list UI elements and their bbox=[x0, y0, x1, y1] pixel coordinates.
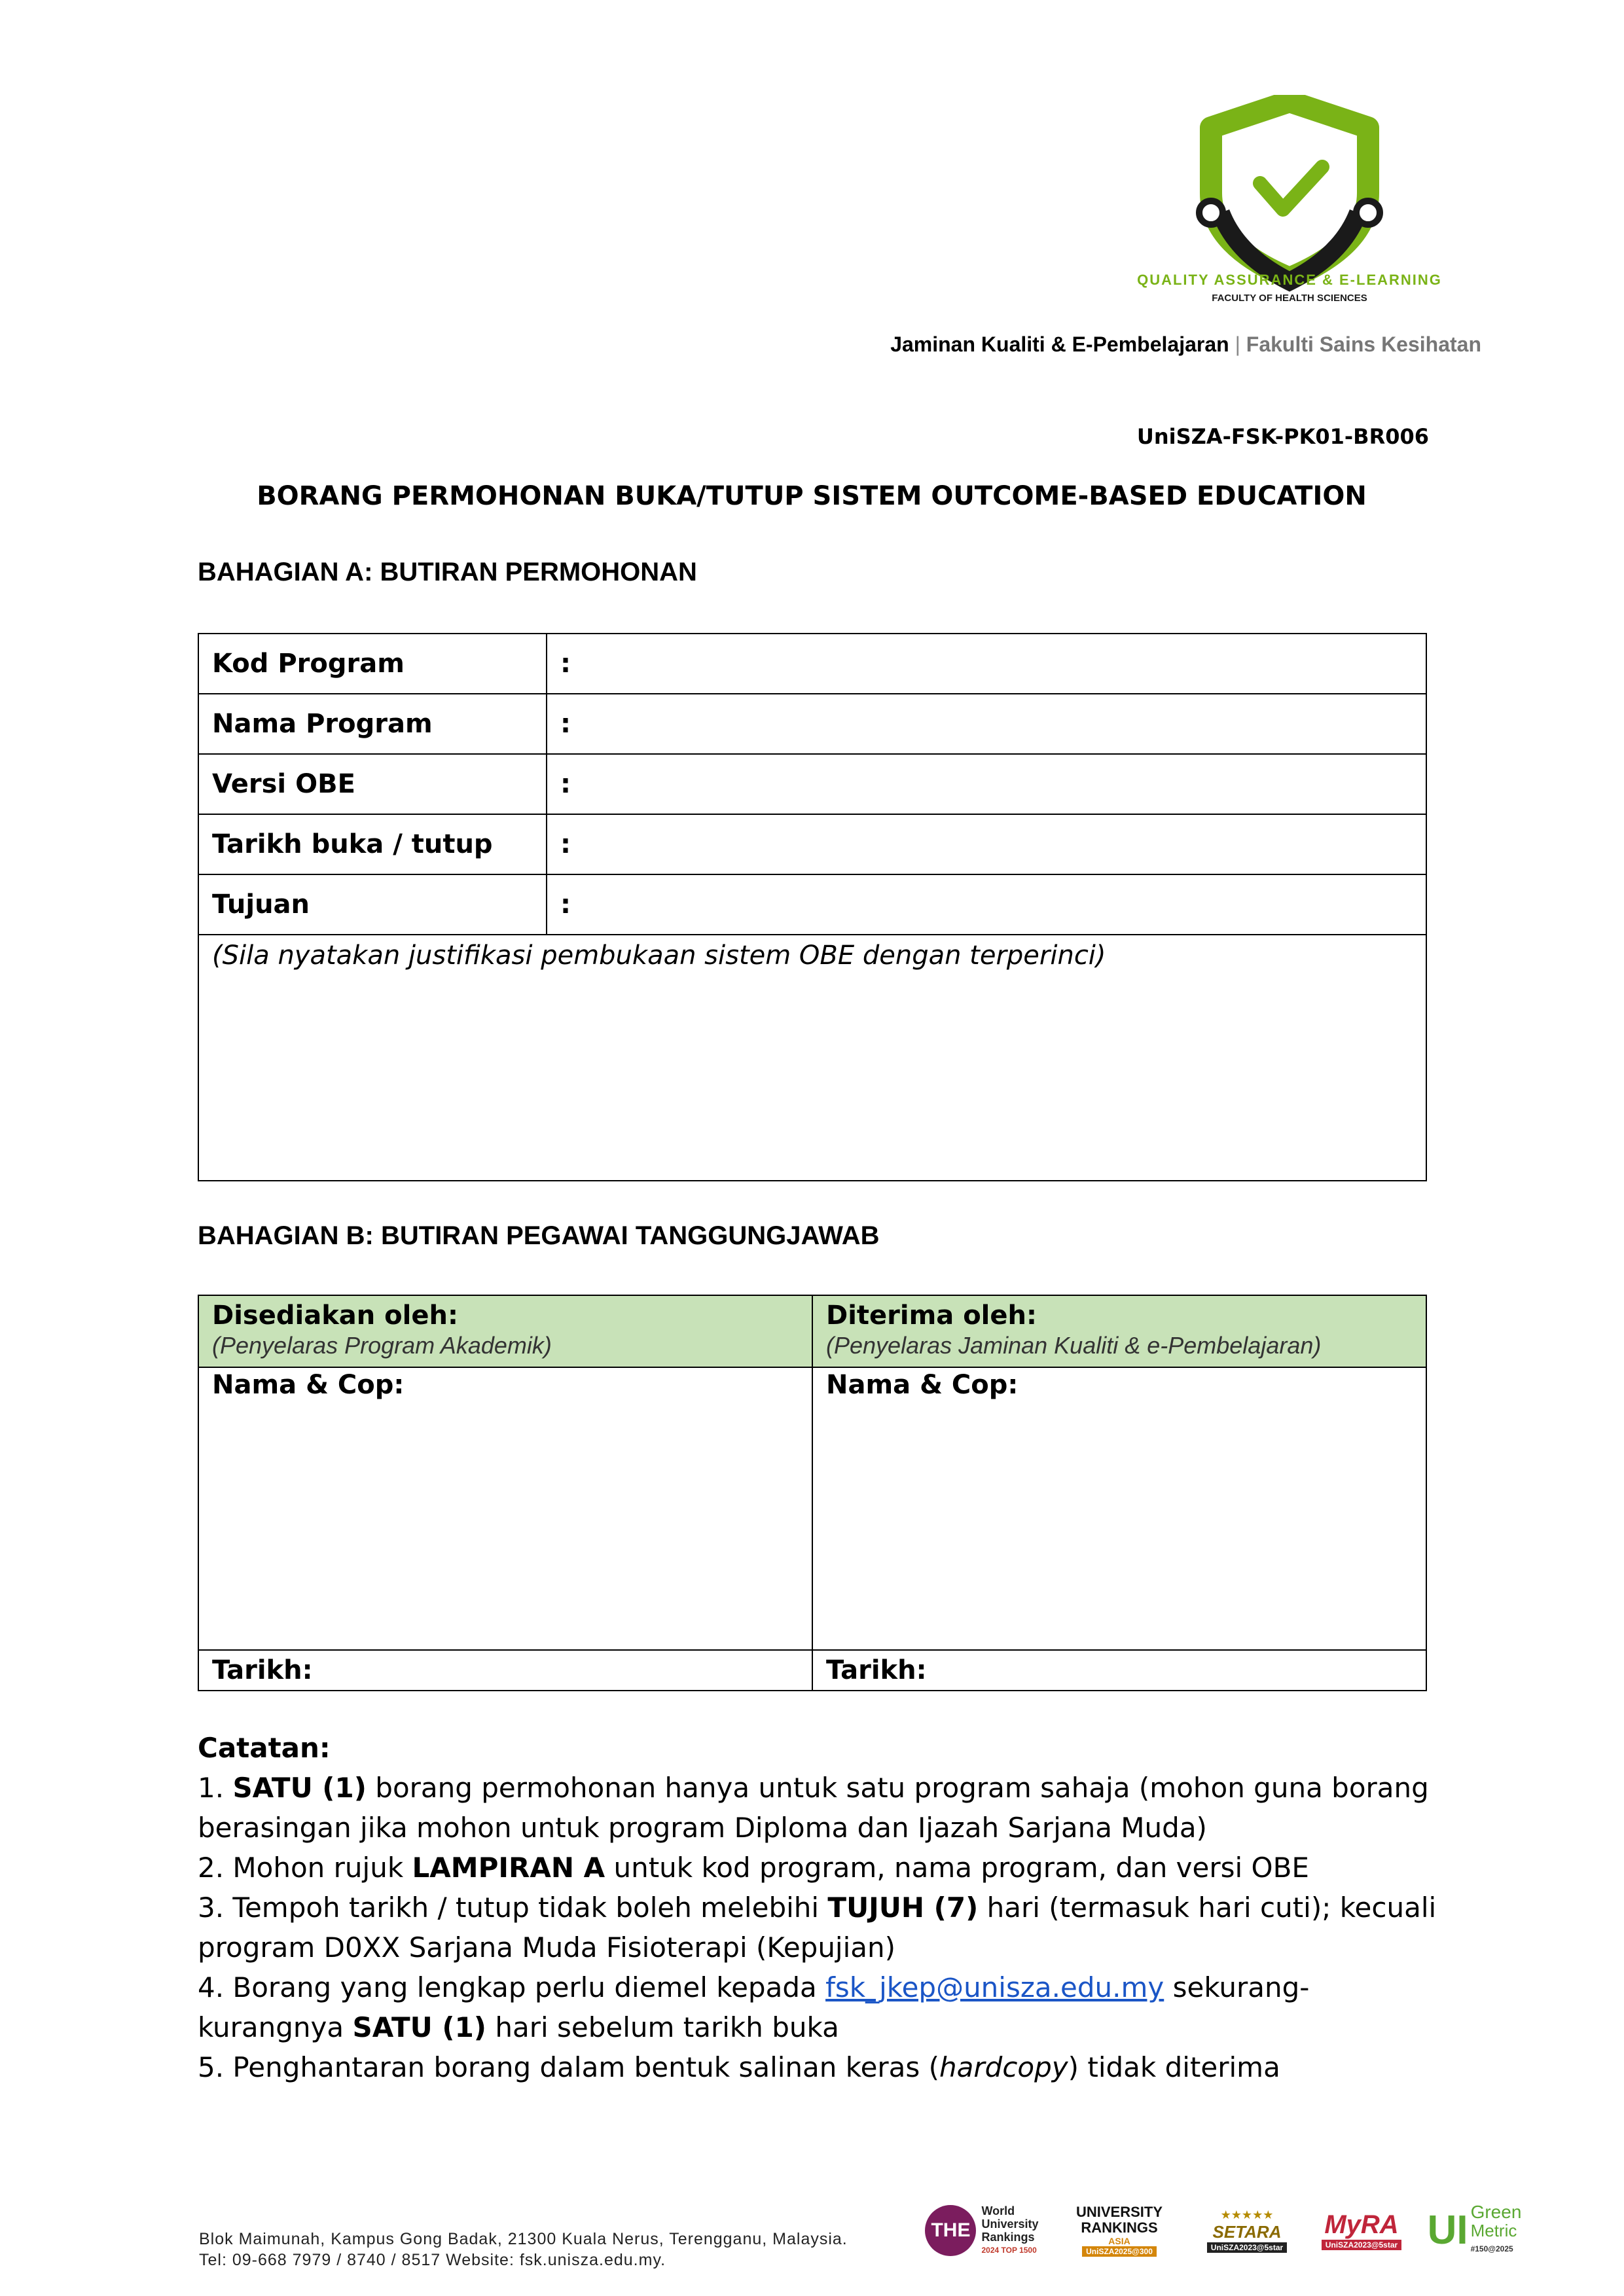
logo-text-faculty: FACULTY OF HEALTH SCIENCES bbox=[1212, 293, 1367, 304]
field-colon: : bbox=[560, 709, 571, 739]
note-1: 1. SATU (1) borang permohonan hanya untuk satu program sahaja (mohon guna borang berasingan jika mohon untuk program Diploma dan Ijazah Sarjana Muda) bbox=[198, 1772, 1429, 1844]
form-title: BORANG PERMOHONAN BUKA/TUTUP SISTEM OUTCOME-BASED EDUCATION bbox=[257, 481, 1367, 511]
received-by-name-stamp-field[interactable] bbox=[812, 1367, 1426, 1650]
setara-badge: ★★★★★ SETARA UniSZA2023@5star bbox=[1191, 2186, 1303, 2274]
field-label-tarikh: Tarikh buka / tutup bbox=[198, 814, 547, 874]
note-2: 2. Mohon rujuk LAMPIRAN A untuk kod program, nama program, dan versi OBE bbox=[198, 1852, 1309, 1884]
header-tagline bbox=[890, 332, 1481, 357]
prepared-by-title: Disediakan oleh: bbox=[212, 1300, 458, 1331]
logo-text-qa: QUALITY ASSURANCE & E-LEARNING bbox=[1137, 272, 1442, 288]
table-row bbox=[198, 814, 1426, 874]
notes-heading: Catatan: bbox=[198, 1732, 331, 1764]
field-label-versi-obe: Versi OBE bbox=[198, 754, 547, 814]
table-row bbox=[198, 754, 1426, 814]
table-row bbox=[198, 1295, 1426, 1367]
stars-icon: ★★★★★ bbox=[1220, 2208, 1274, 2221]
footer-address bbox=[199, 2229, 848, 2270]
tagline-separator: | bbox=[1235, 332, 1240, 356]
document-id: UniSZA-FSK-PK01-BR006 bbox=[1136, 424, 1429, 449]
footer-address-line: Blok Maimunah, Kampus Gong Badak, 21300 Kuala Nerus, Terengganu, Malaysia. bbox=[199, 2230, 848, 2248]
table-row bbox=[198, 1650, 1426, 1691]
received-by-title: Diterima oleh: bbox=[826, 1300, 1037, 1331]
field-input-kod-program[interactable] bbox=[547, 634, 1426, 694]
tagline-unit: Jaminan Kualiti & E-Pembelajaran bbox=[890, 332, 1229, 356]
email-link[interactable]: fsk_jkep@unisza.edu.my bbox=[825, 1971, 1164, 2003]
section-b-table bbox=[198, 1295, 1427, 1691]
note-4: 4. Borang yang lengkap perlu diemel kepada fsk_jkep@unisza.edu.my sekurang-kurangnya SATU (1) hari sebelum tarikh buka bbox=[198, 1971, 1310, 2043]
field-label-tujuan: Tujuan bbox=[198, 874, 547, 935]
circuit-node-right bbox=[1356, 201, 1380, 224]
received-by-date-field[interactable] bbox=[812, 1650, 1426, 1691]
prepared-by-role: (Penyelaras Program Akademik) bbox=[212, 1332, 552, 1359]
field-label-nama-program: Nama Program bbox=[198, 694, 547, 754]
ui-greenmetric-badge: UI Green Metric #150@2025 bbox=[1427, 2201, 1522, 2253]
note-3: 3. Tempoh tarikh / tutup tidak boleh melebihi TUJUH (7) hari (termasuk hari cuti); kecuali program D0XX Sarjana Muda Fisioterapi (Kepujian) bbox=[198, 1892, 1437, 1964]
table-row bbox=[198, 634, 1426, 694]
name-stamp-label: Nama & Cop: bbox=[212, 1370, 405, 1400]
field-input-versi-obe[interactable] bbox=[547, 754, 1426, 814]
justification-hint: (Sila nyatakan justifikasi pembukaan sistem OBE dengan terperinci) bbox=[212, 941, 1106, 971]
prepared-by-header bbox=[198, 1295, 812, 1367]
justification-textarea[interactable] bbox=[198, 935, 1426, 1181]
section-a-table bbox=[198, 633, 1427, 1181]
table-row bbox=[198, 935, 1426, 1181]
section-b-heading: BAHAGIAN B: BUTIRAN PEGAWAI TANGGUNGJAWAB bbox=[198, 1221, 880, 1250]
qs-ranking-badge: UNIVERSITY RANKINGS ASIA UniSZA2025@300 bbox=[1075, 2203, 1163, 2256]
footer-contact-line: Tel: 09-668 7979 / 8740 / 8517 Website: fsk.unisza.edu.my. bbox=[199, 2251, 666, 2269]
notes-section bbox=[198, 1728, 1441, 2087]
note-5: 5. Penghantaran borang dalam bentuk salinan keras (hardcopy) tidak diterima bbox=[198, 2051, 1280, 2083]
the-ranking-badge: THE World University Rankings 2024 TOP 1500 bbox=[916, 2186, 1047, 2274]
section-a-heading: BAHAGIAN A: BUTIRAN PERMOHONAN bbox=[198, 558, 697, 586]
table-row bbox=[198, 1367, 1426, 1650]
date-label: Tarikh: bbox=[212, 1655, 313, 1685]
name-stamp-label: Nama & Cop: bbox=[826, 1370, 1019, 1400]
prepared-by-name-stamp-field[interactable] bbox=[198, 1367, 812, 1650]
field-input-tarikh[interactable] bbox=[547, 814, 1426, 874]
field-input-nama-program[interactable] bbox=[547, 694, 1426, 754]
date-label: Tarikh: bbox=[826, 1655, 927, 1685]
field-colon: : bbox=[560, 889, 571, 920]
checkmark-icon bbox=[1260, 167, 1322, 209]
received-by-role: (Penyelaras Jaminan Kualiti & e-Pembelajaran) bbox=[826, 1332, 1322, 1359]
table-row bbox=[198, 874, 1426, 935]
table-row bbox=[198, 694, 1426, 754]
prepared-by-date-field[interactable] bbox=[198, 1650, 812, 1691]
myra-badge: MyRA UniSZA2023@5star bbox=[1312, 2186, 1411, 2274]
field-colon: : bbox=[560, 769, 571, 799]
received-by-header bbox=[812, 1295, 1426, 1367]
the-logo-icon: THE bbox=[925, 2205, 976, 2256]
tagline-faculty: Fakulti Sains Kesihatan bbox=[1246, 332, 1481, 356]
field-input-tujuan[interactable] bbox=[547, 874, 1426, 935]
circuit-node-left bbox=[1199, 201, 1223, 224]
field-colon: : bbox=[560, 829, 571, 859]
field-label-kod-program: Kod Program bbox=[198, 634, 547, 694]
field-colon: : bbox=[560, 649, 571, 679]
ranking-badges bbox=[916, 2186, 1532, 2274]
